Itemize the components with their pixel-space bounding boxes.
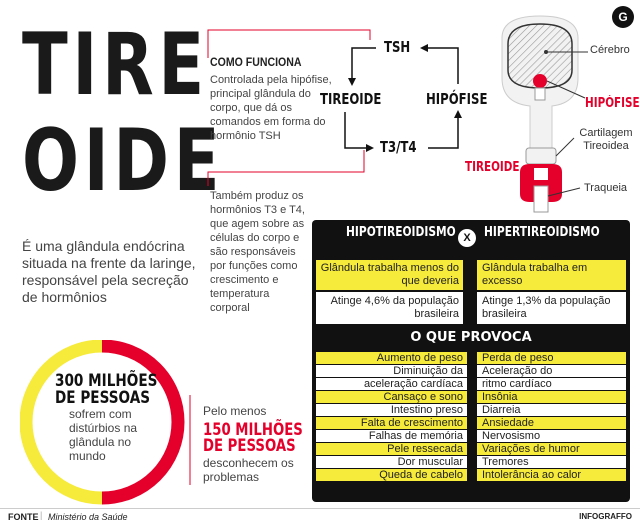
connector-red-top [208, 30, 370, 58]
effect-left-item: Queda de cabelo [316, 469, 467, 481]
como-funciona-text: Controlada pela hipófise, principal glândula do corpo, que dá os comandos em forma do hormônio TSH [210, 74, 332, 142]
label-cartilagem: Cartilagem Tireoidea [579, 127, 633, 152]
label-anatomy-hipofise: HIPÓFISE [585, 96, 640, 111]
arrow-t3t4-hipofise [428, 116, 458, 148]
stat-150-line1: 150 MILHÕES [203, 420, 303, 440]
effect-right-item: ritmo cardíaco [477, 378, 626, 390]
hipofise-gland [533, 74, 547, 88]
versus-badge: X [458, 229, 476, 247]
title-line-2: OIDE [22, 111, 225, 211]
label-anatomy-tireoide: TIREOIDE [465, 160, 520, 175]
effect-right-item: Perda de peso [477, 352, 626, 364]
arrow-tireoide-t3t4 [345, 112, 368, 148]
stat-150-pre: Pelo menos [203, 404, 267, 418]
title-line-1: TIRE [22, 15, 209, 115]
label-t3t4: T3/T4 [380, 138, 417, 156]
label-cerebro: Cérebro [590, 44, 630, 56]
stat-300 [55, 373, 165, 463]
effect-right-item: Nervosismo [477, 430, 626, 442]
row1-left: Glândula trabalha menos do que deveria [316, 260, 463, 290]
arrow-tsh-tireoide [352, 48, 376, 80]
comparison-table [312, 220, 630, 502]
row1-right: Glândula trabalha em excesso [477, 260, 626, 290]
como-funciona-heading: COMO FUNCIONA [210, 55, 302, 69]
effect-right-item: Variações de humor [477, 443, 626, 455]
connector-red-bottom [208, 150, 364, 186]
credit: INFOGRAFFO [579, 512, 632, 521]
effect-left-item: Intestino preso [316, 404, 467, 416]
stat-150 [203, 404, 303, 484]
stat-300-text: sofrem com distúrbios na glândula no mundo [69, 407, 138, 463]
effect-right-item: Aceleração do [477, 365, 626, 377]
header-hipertireoidismo: HIPERTIREOIDISMO [484, 225, 600, 240]
label-traqueia: Traqueia [584, 182, 628, 194]
effect-left-item: aceleração cardíaca [316, 378, 467, 390]
label-tireoide: TIREOIDE [320, 90, 382, 108]
effect-left-item: Dor muscular [316, 456, 467, 468]
stat-150-post: desconhecem os problemas [203, 456, 294, 484]
header-hipotireoidismo: HIPOTIREOIDISMO [346, 225, 456, 240]
tambem-text: Também produz os hormônios T3 e T4, que agem sobre as células do corpo e são responsáveis por funções como crescimento e temperatura corporal [210, 190, 305, 314]
effect-right-item: Ansiedade [477, 417, 626, 429]
arrow-hipofise-tsh [426, 48, 458, 84]
row2-right: Atinge 1,3% da população brasileira [477, 292, 626, 324]
fonte-label: FONTE [8, 512, 39, 522]
fonte-text: Ministério da Saúde [48, 512, 128, 522]
stat-150-line2: DE PESSOAS [203, 436, 296, 456]
g-badge: G [612, 6, 634, 28]
row2-left: Atinge 4,6% da população brasileira [316, 292, 463, 324]
intro-text: É uma glândula endócrina situada na frente da laringe, responsável pela secreção de hormônios [22, 238, 196, 305]
effect-left-item: Falhas de memória [316, 430, 467, 442]
stat-divider [188, 395, 192, 485]
effect-right-item: Intolerância ao calor [477, 469, 626, 481]
stat-300-line2: DE PESSOAS [55, 388, 151, 408]
effect-left-item: Falta de crescimento [316, 417, 467, 429]
effect-right-item: Diarreia [477, 404, 626, 416]
label-tsh: TSH [384, 38, 411, 56]
effect-left-item: Aumento de peso [316, 352, 467, 364]
effect-right-item: Insônia [477, 391, 626, 403]
label-hipofise: HIPÓFISE [426, 90, 488, 108]
effect-left-item: Cansaço e sono [316, 391, 467, 403]
effect-left-item: Diminuição da [316, 365, 467, 377]
effect-left-item: Pele ressecada [316, 443, 467, 455]
footer: FONTE | Ministério da Saúde INFOGRAFFO [0, 508, 640, 526]
o-que-provoca-heading: O QUE PROVOCA [410, 330, 532, 345]
stat-300-line1: 300 MILHÕES [55, 371, 158, 391]
effect-right-item: Tremores [477, 456, 626, 468]
